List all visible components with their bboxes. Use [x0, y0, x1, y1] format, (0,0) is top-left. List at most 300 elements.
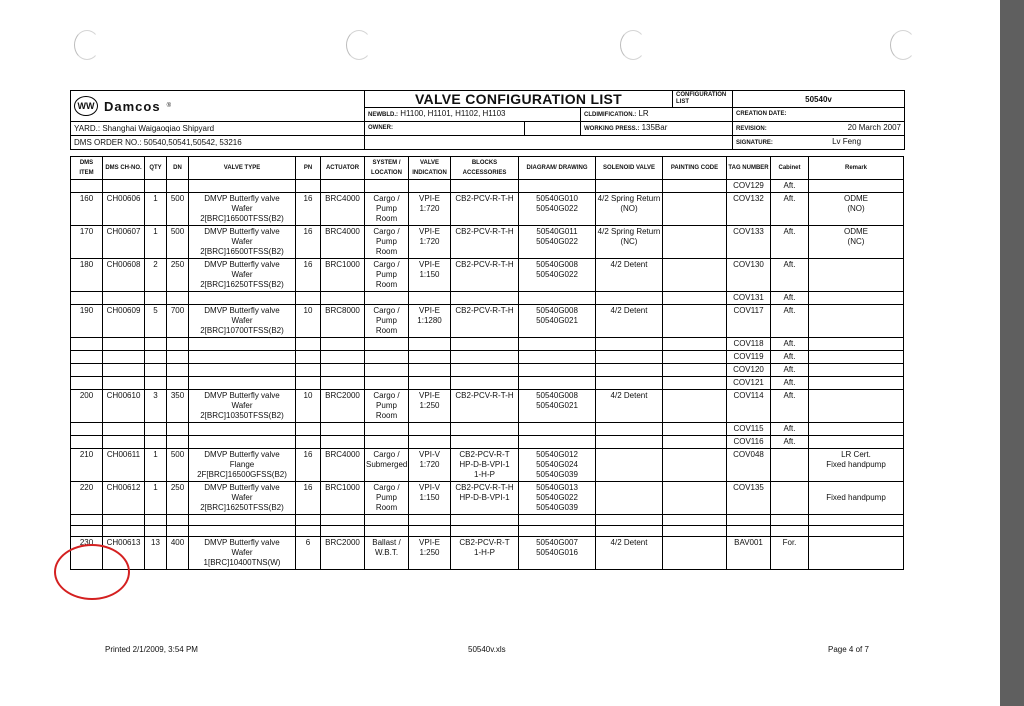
table-row	[71, 338, 904, 351]
cell-item: 210	[71, 449, 103, 482]
config-label: CONFIGURATION LIST	[673, 91, 733, 108]
cell-pn	[296, 423, 321, 436]
cell-qty	[145, 364, 167, 377]
cell-ind	[409, 338, 451, 351]
cell-blk	[451, 351, 519, 364]
creation-label: CREATION DATE:	[733, 108, 905, 122]
cell-act: BRC8000	[321, 305, 365, 338]
cell-tag: COV131	[727, 292, 771, 305]
cell-ind: VPI-V 1:720	[409, 449, 451, 482]
column-header: DMS ITEM	[71, 157, 103, 180]
cell-type	[189, 377, 296, 390]
cell-qty: 1	[145, 449, 167, 482]
cell-item	[71, 423, 103, 436]
cell-cab: Aft.	[771, 436, 809, 449]
cell-act: BRC4000	[321, 449, 365, 482]
cell-item: 230	[71, 537, 103, 570]
cell-tag: BAV001	[727, 537, 771, 570]
cell-type: DMVP Butterfly valve Wafer 2[BRC]10350TFSS(B2)	[189, 390, 296, 423]
cell-qty	[145, 526, 167, 537]
cell-dia	[519, 180, 596, 193]
cell-sol	[596, 292, 663, 305]
cell-blk	[451, 436, 519, 449]
cell-item	[71, 377, 103, 390]
cell-rem	[809, 526, 904, 537]
cell-cab	[771, 515, 809, 526]
cell-dn	[167, 292, 189, 305]
cell-item	[71, 515, 103, 526]
cell-cab	[771, 526, 809, 537]
cell-act	[321, 436, 365, 449]
page-title: VALVE CONFIGURATION LIST	[365, 91, 673, 108]
cell-rem	[809, 515, 904, 526]
cell-ind	[409, 377, 451, 390]
cell-type: DMVP Butterfly valve Wafer 2[BRC]16500TFSS(B2)	[189, 226, 296, 259]
cell-sys	[365, 515, 409, 526]
cell-tag: COV114	[727, 390, 771, 423]
cell-paint	[663, 390, 727, 423]
cell-act	[321, 423, 365, 436]
cell-blk	[451, 423, 519, 436]
cell-ind	[409, 423, 451, 436]
cell-rem: LR Cert. Fixed handpump	[809, 449, 904, 482]
table-row	[71, 292, 904, 305]
cell-dia	[519, 436, 596, 449]
cell-type	[189, 436, 296, 449]
config-value: 50540v	[733, 91, 905, 108]
cell-act: BRC1000	[321, 482, 365, 515]
cell-sys	[365, 351, 409, 364]
cell-sys	[365, 526, 409, 537]
cell-ch	[103, 292, 145, 305]
cell-dia: 50540G008 50540G022	[519, 259, 596, 292]
cell-tag: COV129	[727, 180, 771, 193]
cell-dn	[167, 526, 189, 537]
cell-tag: COV121	[727, 377, 771, 390]
cell-dn	[167, 436, 189, 449]
cell-act: BRC1000	[321, 259, 365, 292]
column-header: Cabinet	[771, 157, 809, 180]
cell-sys	[365, 180, 409, 193]
cell-pn: 10	[296, 305, 321, 338]
punch-hole	[346, 30, 372, 60]
cell-dn: 400	[167, 537, 189, 570]
cell-cab: Aft.	[771, 305, 809, 338]
cell-ch: CH00613	[103, 537, 145, 570]
cell-sys	[365, 338, 409, 351]
cell-dia	[519, 338, 596, 351]
cell-paint	[663, 193, 727, 226]
table-row	[71, 377, 904, 390]
punch-hole	[620, 30, 646, 60]
cell-ind	[409, 515, 451, 526]
cell-dn	[167, 338, 189, 351]
cell-ind: VPI-E 1:720	[409, 193, 451, 226]
cell-qty	[145, 292, 167, 305]
cell-sys	[365, 364, 409, 377]
cell-type	[189, 351, 296, 364]
table-row	[71, 537, 904, 570]
cell-dia	[519, 377, 596, 390]
cell-paint	[663, 423, 727, 436]
cell-item	[71, 338, 103, 351]
cell-ind: VPI-E 1:250	[409, 537, 451, 570]
cell-rem: Fixed handpump	[809, 482, 904, 515]
cell-dia: 50540G007 50540G016	[519, 537, 596, 570]
cell-type: DMVP Butterfly valve Wafer 2[BRC]16250TFSS(B2)	[189, 259, 296, 292]
column-header: TAG NUMBER	[727, 157, 771, 180]
cell-tag: COV132	[727, 193, 771, 226]
cell-sys: Ballast / W.B.T.	[365, 537, 409, 570]
cell-dn: 500	[167, 226, 189, 259]
cell-qty	[145, 377, 167, 390]
cell-cab: Aft.	[771, 226, 809, 259]
table-row	[71, 259, 904, 292]
cell-cab: Aft.	[771, 180, 809, 193]
annotation-circle	[54, 544, 130, 600]
cell-sys: Cargo / Pump Room	[365, 259, 409, 292]
table-row	[71, 180, 904, 193]
cell-sol: 4/2 Spring Return (NC)	[596, 226, 663, 259]
cell-pn	[296, 515, 321, 526]
cell-pn	[296, 436, 321, 449]
table-row	[71, 449, 904, 482]
cell-rem	[809, 259, 904, 292]
cell-item	[71, 292, 103, 305]
cell-type	[189, 180, 296, 193]
column-header: PAINTING CODE	[663, 157, 727, 180]
cell-blk: CB2-PCV-R-T-H	[451, 226, 519, 259]
signature-field: SIGNATURE: Lv Feng	[733, 136, 905, 150]
cell-rem	[809, 180, 904, 193]
cell-tag: COV048	[727, 449, 771, 482]
cell-item	[71, 526, 103, 537]
cell-rem	[809, 436, 904, 449]
cell-cab: Aft.	[771, 193, 809, 226]
cell-ind	[409, 292, 451, 305]
cell-dia	[519, 515, 596, 526]
cell-blk	[451, 377, 519, 390]
cell-pn	[296, 526, 321, 537]
table-body	[71, 180, 904, 570]
cell-ind: VPI-E 1:250	[409, 390, 451, 423]
cell-item: 170	[71, 226, 103, 259]
cell-ch: CH00612	[103, 482, 145, 515]
owner-value	[525, 122, 581, 136]
cell-rem	[809, 305, 904, 338]
cell-dn: 500	[167, 193, 189, 226]
column-header: VALVE TYPE	[189, 157, 296, 180]
cell-qty	[145, 436, 167, 449]
cell-rem: ODME (NC)	[809, 226, 904, 259]
cell-item	[71, 180, 103, 193]
cell-dn	[167, 180, 189, 193]
cell-sol	[596, 423, 663, 436]
cell-item	[71, 351, 103, 364]
cell-cab: For.	[771, 537, 809, 570]
cell-sol	[596, 351, 663, 364]
column-header: VALVE INDICATION	[409, 157, 451, 180]
cell-rem: ODME (NO)	[809, 193, 904, 226]
table-row	[71, 193, 904, 226]
cell-qty	[145, 338, 167, 351]
cell-sol	[596, 436, 663, 449]
cell-ch: CH00609	[103, 305, 145, 338]
cell-pn	[296, 351, 321, 364]
cell-sol	[596, 377, 663, 390]
table-row	[71, 436, 904, 449]
cell-sol	[596, 180, 663, 193]
cell-qty	[145, 423, 167, 436]
cell-tag: COV118	[727, 338, 771, 351]
cell-qty: 1	[145, 193, 167, 226]
cell-ch	[103, 364, 145, 377]
cell-dia	[519, 292, 596, 305]
cell-paint	[663, 180, 727, 193]
cell-sys	[365, 423, 409, 436]
cell-dia	[519, 364, 596, 377]
table-row	[71, 390, 904, 423]
cell-ind	[409, 436, 451, 449]
cell-qty	[145, 351, 167, 364]
header-block	[70, 90, 905, 150]
cell-blk	[451, 292, 519, 305]
printed-date: Printed 2/1/2009, 3:54 PM	[105, 645, 198, 654]
cell-paint	[663, 351, 727, 364]
cell-qty: 13	[145, 537, 167, 570]
cell-sys: Cargo / Pump Room	[365, 193, 409, 226]
yard-field: YARD.: Shanghai Waigaoqiao Shipyard	[71, 122, 365, 136]
cell-cab: Aft.	[771, 338, 809, 351]
column-header: DMS CH-NO.	[103, 157, 145, 180]
cell-dia	[519, 423, 596, 436]
cell-sys: Cargo / Pump Room	[365, 390, 409, 423]
cell-ch: CH00606	[103, 193, 145, 226]
cell-act	[321, 180, 365, 193]
cell-type: DMVP Butterfly valve Wafer 2[BRC]16250TFSS(B2)	[189, 482, 296, 515]
cell-blk	[451, 526, 519, 537]
cell-type: DMVP Butterfly valve Wafer 2[BRC]16500TFSS(B2)	[189, 193, 296, 226]
table-row	[71, 226, 904, 259]
cell-dn	[167, 351, 189, 364]
cell-ind: VPI-E 1:150	[409, 259, 451, 292]
cell-item: 180	[71, 259, 103, 292]
cell-dia: 50540G008 50540G021	[519, 305, 596, 338]
cell-blk: CB2-PCV-R-T-H	[451, 305, 519, 338]
cell-rem	[809, 364, 904, 377]
cell-ch	[103, 526, 145, 537]
cell-blk: CB2-PCV-R-T-H	[451, 259, 519, 292]
cell-paint	[663, 482, 727, 515]
table-row	[71, 305, 904, 338]
cell-paint	[663, 436, 727, 449]
cell-ind	[409, 351, 451, 364]
cell-pn	[296, 180, 321, 193]
cell-sys: Cargo / Submerged	[365, 449, 409, 482]
cell-cab: Aft.	[771, 377, 809, 390]
cell-paint	[663, 226, 727, 259]
cell-dia: 50540G011 50540G022	[519, 226, 596, 259]
cell-qty	[145, 180, 167, 193]
cell-dia: 50540G013 50540G022 50540G039	[519, 482, 596, 515]
cell-sys	[365, 292, 409, 305]
cell-act	[321, 377, 365, 390]
table-row	[71, 526, 904, 537]
cell-type	[189, 292, 296, 305]
cell-ch	[103, 338, 145, 351]
cell-ind: VPI-E 1:720	[409, 226, 451, 259]
cell-dn	[167, 364, 189, 377]
cell-cab	[771, 482, 809, 515]
table-header-row	[71, 157, 904, 180]
cell-ind	[409, 180, 451, 193]
cell-qty: 2	[145, 259, 167, 292]
cell-ch: CH00610	[103, 390, 145, 423]
cell-act	[321, 526, 365, 537]
cell-qty	[145, 515, 167, 526]
cell-blk	[451, 338, 519, 351]
brand-cell: WW Damcos ®	[71, 91, 365, 122]
cell-dn: 500	[167, 449, 189, 482]
cell-paint	[663, 305, 727, 338]
revision-field: REVISION: 20 March 2007	[733, 122, 905, 136]
cell-sol: 4/2 Spring Return (NO)	[596, 193, 663, 226]
scan-edge	[1000, 0, 1024, 706]
cell-pn	[296, 364, 321, 377]
cell-dia: 50540G010 50540G022	[519, 193, 596, 226]
valve-configuration-sheet	[70, 90, 904, 570]
cell-sys	[365, 377, 409, 390]
cell-dn	[167, 377, 189, 390]
cell-pn: 16	[296, 449, 321, 482]
cell-type: DMVP Butterfly valve Wafer 1[BRC]10400TNS(W)	[189, 537, 296, 570]
cell-ch	[103, 423, 145, 436]
cell-dn: 700	[167, 305, 189, 338]
blank-cell	[365, 136, 733, 150]
cell-type: DMVP Butterfly valve Flange 2F[BRC]16500GFSS(B2)	[189, 449, 296, 482]
cell-dia: 50540G008 50540G021	[519, 390, 596, 423]
cell-dn: 350	[167, 390, 189, 423]
cell-sol: 4/2 Detent	[596, 305, 663, 338]
cell-item: 200	[71, 390, 103, 423]
cell-sol	[596, 449, 663, 482]
cell-act: BRC2000	[321, 390, 365, 423]
cell-tag: COV119	[727, 351, 771, 364]
cell-sol	[596, 338, 663, 351]
cell-type: DMVP Butterfly valve Wafer 2[BRC]10700TFSS(B2)	[189, 305, 296, 338]
cell-pn: 16	[296, 193, 321, 226]
cell-item: 160	[71, 193, 103, 226]
cell-ch	[103, 377, 145, 390]
cell-act	[321, 351, 365, 364]
column-header: QTY	[145, 157, 167, 180]
cell-act	[321, 338, 365, 351]
cell-rem	[809, 338, 904, 351]
cell-pn	[296, 292, 321, 305]
cell-blk: CB2-PCV-R-T 1-H-P	[451, 537, 519, 570]
cell-tag	[727, 515, 771, 526]
punch-hole	[74, 30, 100, 60]
column-header: DIAGRAM/ DRAWING	[519, 157, 596, 180]
cell-blk: CB2-PCV-R-T-H	[451, 193, 519, 226]
cell-ind	[409, 364, 451, 377]
cell-paint	[663, 515, 727, 526]
press-field: WORKING PRESS.: 135Bar	[581, 122, 733, 136]
cell-type	[189, 423, 296, 436]
page-number: Page 4 of 7	[828, 645, 869, 654]
cell-paint	[663, 292, 727, 305]
cell-qty: 1	[145, 482, 167, 515]
cell-rem	[809, 292, 904, 305]
cell-blk: CB2-PCV-R-T-H	[451, 390, 519, 423]
column-header: ACTUATOR	[321, 157, 365, 180]
cell-sys	[365, 436, 409, 449]
cell-rem	[809, 377, 904, 390]
cell-rem	[809, 351, 904, 364]
cell-qty: 1	[145, 226, 167, 259]
cell-paint	[663, 259, 727, 292]
cell-blk	[451, 364, 519, 377]
column-header: DN	[167, 157, 189, 180]
cell-sol	[596, 526, 663, 537]
cell-act: BRC4000	[321, 193, 365, 226]
cell-ch: CH00607	[103, 226, 145, 259]
cell-type	[189, 364, 296, 377]
cell-ch	[103, 180, 145, 193]
cell-qty: 5	[145, 305, 167, 338]
order-field: DMS ORDER NO.: 50540,50541,50542, 53216	[71, 136, 365, 150]
punch-hole	[890, 30, 916, 60]
cell-act	[321, 364, 365, 377]
cell-tag: COV117	[727, 305, 771, 338]
cell-dn: 250	[167, 482, 189, 515]
valve-table	[70, 156, 904, 570]
cell-dia	[519, 526, 596, 537]
cell-cab	[771, 449, 809, 482]
cell-sol: 4/2 Detent	[596, 259, 663, 292]
table-row	[71, 515, 904, 526]
table-row	[71, 351, 904, 364]
cell-paint	[663, 537, 727, 570]
cell-dn: 250	[167, 259, 189, 292]
cell-dia	[519, 351, 596, 364]
cell-act	[321, 292, 365, 305]
table-row	[71, 364, 904, 377]
damcos-logo-icon: WW	[74, 96, 98, 116]
cell-item	[71, 364, 103, 377]
cell-item: 190	[71, 305, 103, 338]
cell-cab: Aft.	[771, 390, 809, 423]
cell-ch: CH00608	[103, 259, 145, 292]
cell-pn: 16	[296, 259, 321, 292]
cell-type	[189, 526, 296, 537]
cell-act: BRC2000	[321, 537, 365, 570]
cell-sol: 4/2 Detent	[596, 537, 663, 570]
cell-pn: 16	[296, 226, 321, 259]
file-name: 50540v.xls	[468, 645, 506, 654]
column-header: PN	[296, 157, 321, 180]
cell-dn	[167, 515, 189, 526]
cell-item	[71, 436, 103, 449]
owner-label: OWNER:	[365, 122, 525, 136]
cell-sol	[596, 482, 663, 515]
cell-dia: 50540G012 50540G024 50540G039	[519, 449, 596, 482]
cell-cab: Aft.	[771, 292, 809, 305]
cell-sol: 4/2 Detent	[596, 390, 663, 423]
cell-pn	[296, 377, 321, 390]
cell-tag: COV120	[727, 364, 771, 377]
column-header: Remark	[809, 157, 904, 180]
